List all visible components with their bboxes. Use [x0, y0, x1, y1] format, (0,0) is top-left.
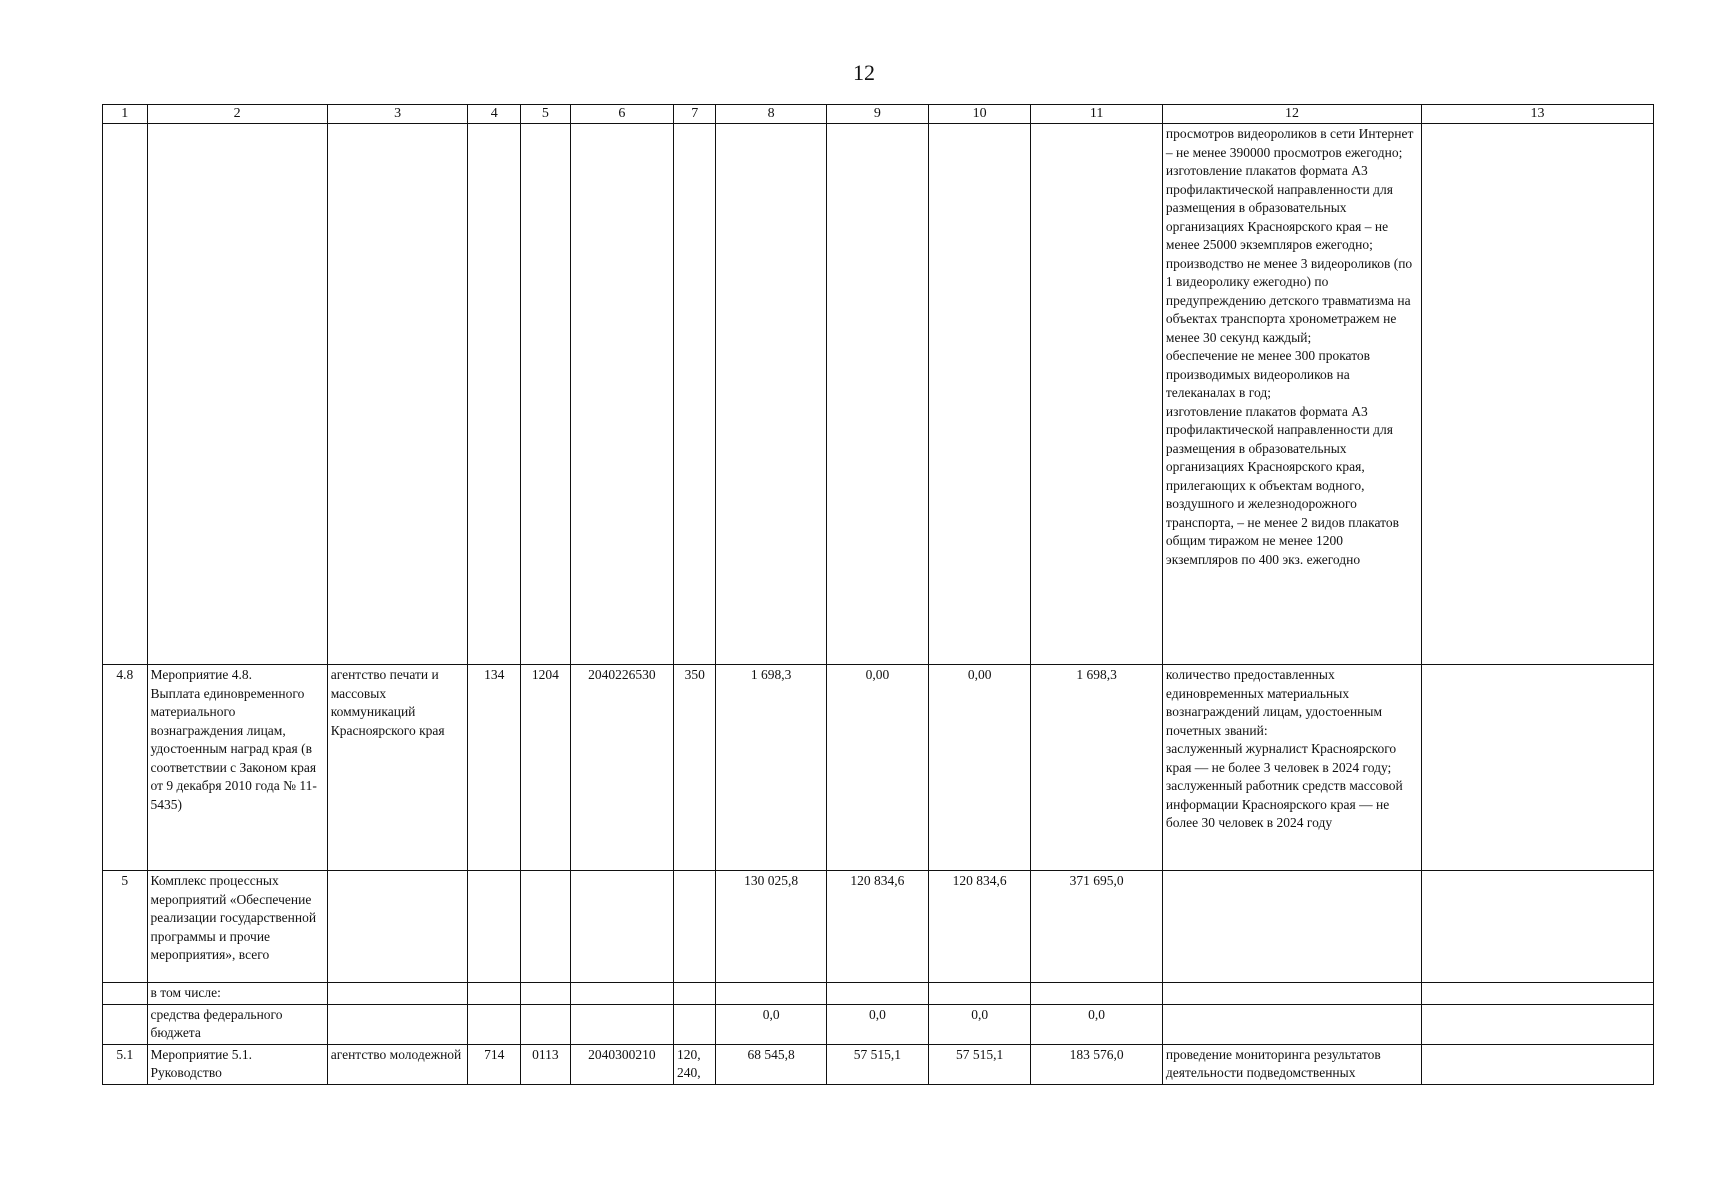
- expense-type: 120, 240,: [673, 1044, 716, 1084]
- table-cell: [1422, 665, 1654, 871]
- table-cell: [521, 1004, 571, 1044]
- activity-name: Комплекс процессных мероприятий «Обеспечение реализации государственной программы и прочие мероприятия», всего: [147, 871, 327, 983]
- budget-table: [102, 104, 1654, 1085]
- table-row-5-1: [103, 1044, 1654, 1084]
- table-cell: [521, 124, 571, 665]
- table-cell: [103, 124, 148, 665]
- column-header: 4: [468, 105, 521, 124]
- table-cell: [521, 871, 571, 983]
- column-header: 9: [826, 105, 928, 124]
- amount-total: 183 576,0: [1031, 1044, 1163, 1084]
- amount-year-2: 0,00: [826, 665, 928, 871]
- column-header: 3: [327, 105, 468, 124]
- amount-total: 0,0: [1031, 1004, 1163, 1044]
- amount-year-3: 57 515,1: [929, 1044, 1031, 1084]
- table-cell: [1162, 983, 1421, 1005]
- column-number-row: [103, 105, 1654, 124]
- table-cell: [570, 1004, 673, 1044]
- amount-year-2: 57 515,1: [826, 1044, 928, 1084]
- table-cell: [468, 1004, 521, 1044]
- table-cell: [103, 983, 148, 1005]
- table-cell: [1422, 1004, 1654, 1044]
- section-code: 1204: [521, 665, 571, 871]
- table-row-including: [103, 983, 1654, 1005]
- column-header: 10: [929, 105, 1031, 124]
- table-cell: [673, 1004, 716, 1044]
- table-cell: [929, 983, 1031, 1005]
- amount-year-2: 120 834,6: [826, 871, 928, 983]
- table-cell: [716, 124, 826, 665]
- table-cell: [1031, 124, 1163, 665]
- amount-year-1: 130 025,8: [716, 871, 826, 983]
- amount-year-3: 0,0: [929, 1004, 1031, 1044]
- table-cell: [673, 983, 716, 1005]
- activity-name: Мероприятие 5.1. Руководство: [147, 1044, 327, 1084]
- row-number: 5.1: [103, 1044, 148, 1084]
- column-header: 11: [1031, 105, 1163, 124]
- table-cell: [468, 124, 521, 665]
- amount-total: 371 695,0: [1031, 871, 1163, 983]
- table-cell: [327, 871, 468, 983]
- table-cell: [1031, 983, 1163, 1005]
- table-row-continuation: [103, 124, 1654, 665]
- target-article: 2040226530: [570, 665, 673, 871]
- table-cell: [327, 1004, 468, 1044]
- table-cell: [826, 983, 928, 1005]
- row-number: 5: [103, 871, 148, 983]
- table-cell: [327, 983, 468, 1005]
- executor: агентство молодежной: [327, 1044, 468, 1084]
- row-number: 4.8: [103, 665, 148, 871]
- column-header: 8: [716, 105, 826, 124]
- grbs-code: 714: [468, 1044, 521, 1084]
- table-cell: [1162, 1004, 1421, 1044]
- table-cell: [570, 871, 673, 983]
- activity-name: Мероприятие 4.8. Выплата единовременного материального вознаграждения лицам, удостоенным наград края (в соответствии с Законом края от 9 декабря 2010 года № 11-5435): [147, 665, 327, 871]
- table-cell: [147, 124, 327, 665]
- executor: агентство печати и массовых коммуникаций Красноярского края: [327, 665, 468, 871]
- table-cell: [570, 983, 673, 1005]
- amount-year-1: 1 698,3: [716, 665, 826, 871]
- column-header: 7: [673, 105, 716, 124]
- table-cell: [673, 871, 716, 983]
- amount-year-2: 0,0: [826, 1004, 928, 1044]
- column-header: 12: [1162, 105, 1421, 124]
- table-row-federal-budget: [103, 1004, 1654, 1044]
- table-row-5: [103, 871, 1654, 983]
- activity-name: средства федерального бюджета: [147, 1004, 327, 1044]
- indicator-cell: просмотров видеороликов в сети Интернет – не менее 390000 просмотров ежегодно; изготовление плакатов формата А3 профилактической направленности для размещения в образовательных организациях Красноярского края – не менее 25000 экземпляров ежегодно; производство не менее 3 видеороликов (по 1 видеоролику ежегодно) по предупреждению детского травматизма на объектах транспорта хронометражем не менее 30 секунд каждый; обеспечение не менее 300 прокатов производимых видеороликов на телеканалах в год; изготовление плакатов формата А3 профилактической направленности для размещения в образовательных организациях Красноярского края, прилегающих к объектам водного, воздушного и железнодорожного транспорта, – не менее 2 видов плакатов общим тиражом не менее 1200 экземпляров по 400 экз. ежегодно: [1162, 124, 1421, 665]
- table-row-4-8: [103, 665, 1654, 871]
- table-cell: [929, 124, 1031, 665]
- table-cell: [1162, 871, 1421, 983]
- section-code: 0113: [521, 1044, 571, 1084]
- activity-name: в том числе:: [147, 983, 327, 1005]
- table-cell: [716, 983, 826, 1005]
- table-cell: [1422, 871, 1654, 983]
- indicator-cell: количество предоставленных единовременных материальных вознаграждений лицам, удостоенным почетных званий: заслуженный журналист Красноярского края — не более 3 человек в 2024 году; заслуженный работник средств массовой информации Красноярского края — не более 30 человек в 2024 году: [1162, 665, 1421, 871]
- expense-type: 350: [673, 665, 716, 871]
- column-header: 1: [103, 105, 148, 124]
- table-cell: [103, 1004, 148, 1044]
- indicator-cell: проведение мониторинга результатов деятельности подведомственных: [1162, 1044, 1421, 1084]
- grbs-code: 134: [468, 665, 521, 871]
- table-cell: [570, 124, 673, 665]
- column-header: 13: [1422, 105, 1654, 124]
- amount-year-3: 0,00: [929, 665, 1031, 871]
- table-cell: [826, 124, 928, 665]
- column-header: 6: [570, 105, 673, 124]
- table-cell: [1422, 124, 1654, 665]
- table-cell: [1422, 1044, 1654, 1084]
- table-cell: [673, 124, 716, 665]
- table-cell: [468, 871, 521, 983]
- column-header: 2: [147, 105, 327, 124]
- table-cell: [521, 983, 571, 1005]
- amount-total: 1 698,3: [1031, 665, 1163, 871]
- table-cell: [1422, 983, 1654, 1005]
- amount-year-1: 68 545,8: [716, 1044, 826, 1084]
- amount-year-1: 0,0: [716, 1004, 826, 1044]
- column-header: 5: [521, 105, 571, 124]
- table-cell: [327, 124, 468, 665]
- page-number: 12: [853, 60, 875, 85]
- amount-year-3: 120 834,6: [929, 871, 1031, 983]
- target-article: 2040300210: [570, 1044, 673, 1084]
- table-cell: [468, 983, 521, 1005]
